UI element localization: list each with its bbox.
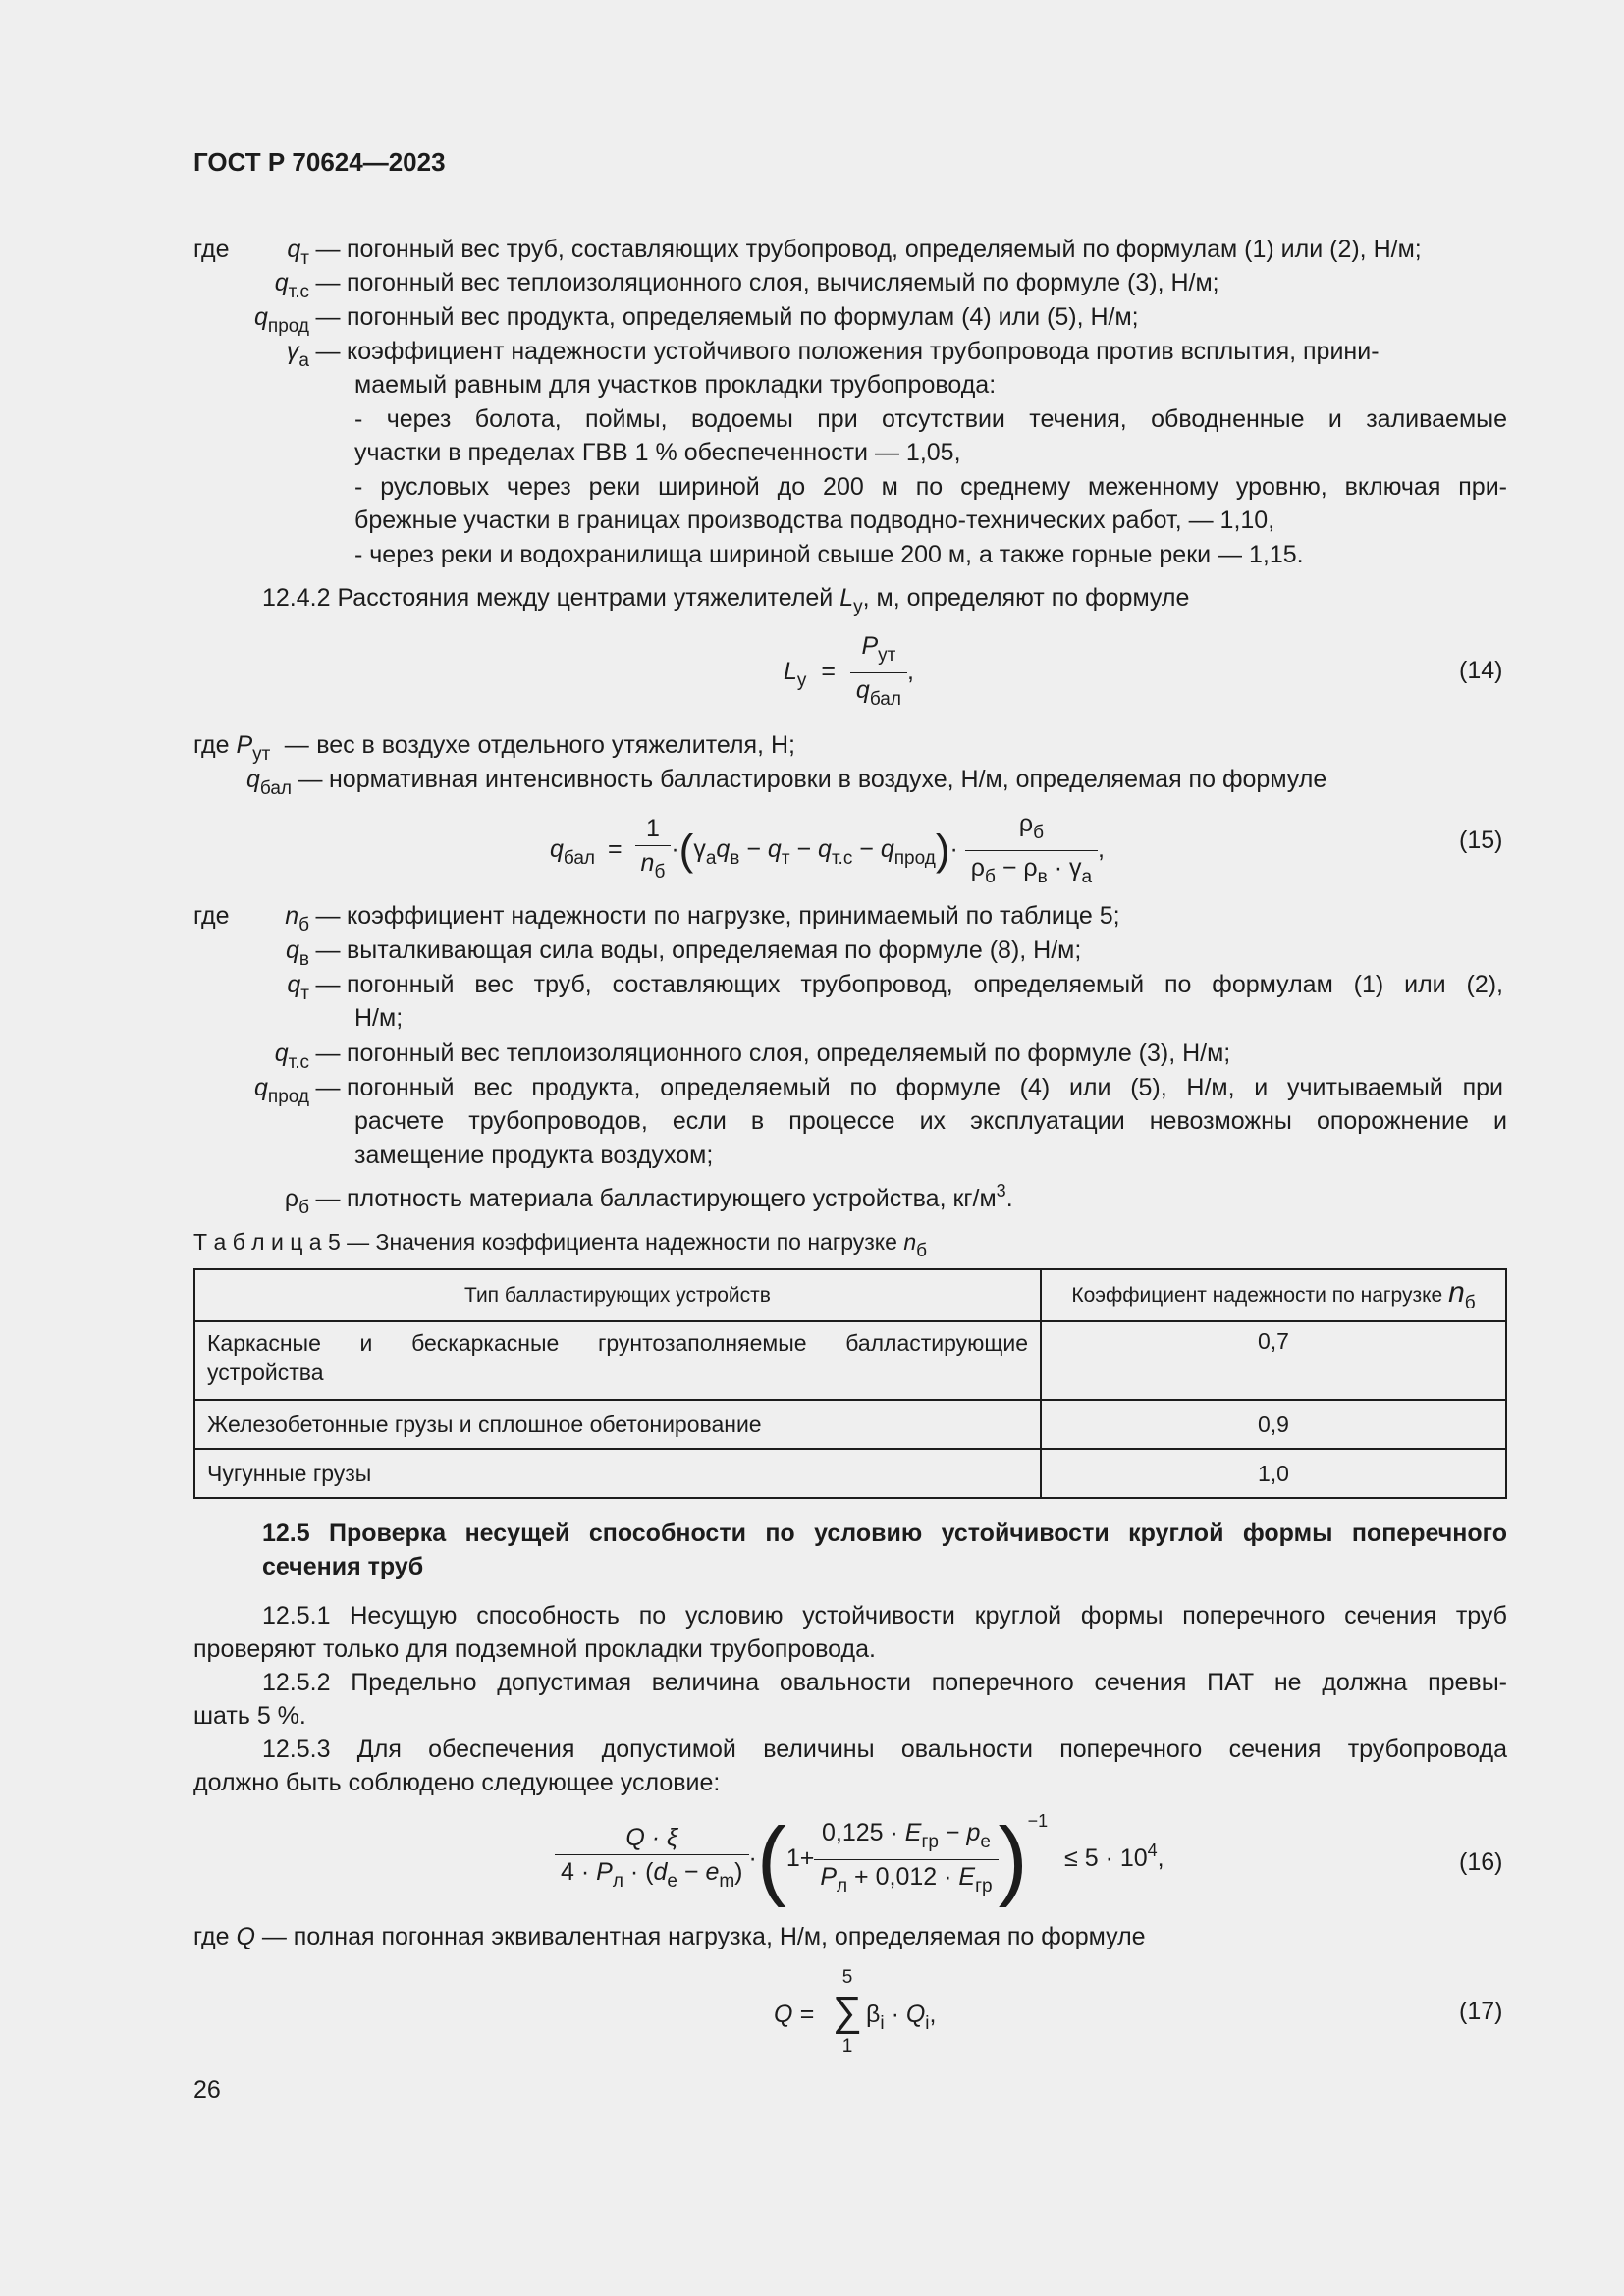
document-header: ГОСТ Р 70624—2023 (193, 147, 446, 177)
section-heading: 12.5 Проверка несущей способности по условию устойчивости круглой формы поперечного сечения труб (262, 1520, 1507, 1580)
definition-continuation: расчете трубопроводов, если в процессе их эксплуатации невозможны опорожнение и (354, 1107, 1507, 1135)
definition-row: $q_{бал}$ — нормативная интенсивность балластировки в воздухе, Н/м, определяемая по формуле (245, 766, 1327, 799)
table-5 (193, 1268, 1507, 1499)
table-cell: 1,0 (1041, 1449, 1506, 1498)
where-label: где (193, 236, 230, 263)
table-header-row (194, 1269, 1506, 1321)
definition-row: $q_{т.с}$ — погонный вес теплоизоляционного слоя, вычисляемый по формуле (3), Н/м; (274, 269, 1219, 302)
paragraph-line: должно быть соблюдено следующее условие: (193, 1769, 721, 1796)
equation-number-15: (15) (1459, 827, 1503, 854)
equation-15: $q_{бал}$ = $\frac{1}{n_б}$ $\cdot(\gamma_aq_в - q_т - q_{т.с} - q_{прод})\cdot$ $\frac{\rho_б}{\rho_б - \rho_в \cdot \gamma_a}$ , (550, 807, 1105, 894)
bullet-line: - через реки и водохранилища шириной свыше 200 м, а также горные реки — 1,15. (354, 541, 1304, 568)
bullet-line: участки в пределах ГВВ 1 % обеспеченности — 1,05, (354, 439, 961, 466)
definition-row: $q_в$ — выталкивающая сила воды, определяемая по формуле (8), Н/м; (286, 936, 1082, 970)
definition-continuation: маемый равным для участков прокладки трубопровода: (354, 371, 997, 399)
paragraph-line: 12.5.3 Для обеспечения допустимой величины овальности поперечного сечения трубопровода (262, 1735, 1507, 1763)
paragraph-line: 12.5.2 Предельно допустимая величина овальности поперечного сечения ПАТ не должна превы- (262, 1669, 1507, 1696)
where-label: где (193, 902, 230, 930)
definition-row: $q_т$ — погонный вес труб, составляющих трубопровод, определяемый по формулам (1) или (2), Н/м; (287, 236, 1422, 269)
table-row (194, 1321, 1506, 1400)
paragraph-line: проверяют только для подземной прокладки трубопровода. (193, 1635, 876, 1663)
definition-row: $q_{прод}$ — погонный вес продукта, определяемый по формулам (4) или (5), Н/м; (254, 303, 1139, 337)
definition-row: $n_б$ — коэффициент надежности по нагрузке, принимаемый по таблице 5; (285, 902, 1120, 935)
page-number: 26 (193, 2076, 221, 2104)
bullet-line: брежные участки в границах производства подводно-технических работ, — 1,10, (354, 507, 1275, 534)
definition-continuation: замещение продукта воздухом; (354, 1142, 714, 1169)
equation-number-17: (17) (1459, 1998, 1503, 2025)
table-row (194, 1449, 1506, 1498)
definition-continuation: Н/м; (354, 1004, 404, 1032)
definition-row: $q_т$ — погонный вес труб, составляющих трубопровод, определяемый по формулам (1) или (2), (287, 971, 1503, 1004)
equation-16: $\frac{Q \cdot \xi}{4 \cdot P_л \cdot (d_e - e_m)}$ ·(1+ $\frac{0,125 \cdot E_{гр} - p_e}{P_л + 0,012 \cdot E_{гр}}$ )$^{-1} \le 5 \cdot 10^4$, (555, 1811, 1164, 1903)
bullet-line: - через болота, поймы, водоемы при отсутствии течения, обводненные и заливаемые (354, 405, 1507, 433)
definition-row: где Q — полная погонная эквивалентная нагрузка, Н/м, определяемая по формуле (193, 1923, 1146, 1950)
column-header: Тип балластирующих устройств (194, 1269, 1041, 1321)
definition-row: $q_{прод}$ — погонный вес продукта, определяемый по формуле (4) или (5), Н/м, и учитываемый при (254, 1074, 1503, 1107)
column-header: Коэффициент надежности по нагрузке nб (1041, 1269, 1506, 1321)
table-cell: 0,9 (1041, 1400, 1506, 1449)
definition-row: где $P_{ут}$ — вес в воздухе отдельного утяжелителя, Н; (193, 731, 795, 765)
table-cell: Чугунные грузы (194, 1449, 1041, 1498)
table-caption: Т а б л и ц а 5 — Значения коэффициента надежности по нагрузке $n_б$ (193, 1229, 927, 1261)
equation-14: $L_y$ = $\frac{P_{ут}}{q_{бал}}$ , (784, 629, 914, 717)
definition-row: $\rho_б$ — плотность материала балластирующего устройства, $кг/м^3$. (284, 1181, 1013, 1218)
table-cell: 0,7 (1041, 1321, 1506, 1400)
document-page: ГОСТ Р 70624—2023 где $q_т$ — погонный вес труб, составляющих трубопровод, определяемый по формулам (1) или (2), Н/м; $q_{т.с}$ — погонный вес теплоизоляционного слоя, вычисляемый по формуле (3), Н/м; $q_{прод}$ — погонный вес продукта, определяемый по формулам (4) или (5), Н/м; $\gamma_a$ — коэффициент надежности устойчивого положения трубопровода против всплытия, прини- маемый равным для участков прокладки трубопровода: - через болота, поймы, водоемы при отсутствии течения, обводненные и заливаемые участки в пределах ГВВ 1 % обеспеченности — 1,05, - русловых через реки шириной до 200 м по среднему меженному уровню, включая при- брежные участки в границах производства подводно-технических работ, — 1,10, - через реки и водохранилища шириной свыше 200 м, а также горные реки — 1,15. 12.4.2 Расстояния между центрами утяжелителей $L_y$, м, определяют по формуле $L_y$ = $\frac{P_{ут}}{q_{бал}}$ , (14) где $P_{ут}$ — вес в воздухе отдельного утяжелителя, Н; $q_{бал}$ — нормативная интенсивность балластировки в воздухе, Н/м, определяемая по формуле $q_{бал}$ = $\frac{1}{n_б}$ $\cdot(\gamma_aq_в - q_т - q_{т.с} - q_{прод})\cdot$ $\frac{\rho_б}{\rho_б - \rho_в \cdot \gamma_a}$ , (15) где $n_б$ — коэффициент надежности по нагрузке, принимаемый по таблице 5; $q_в$ — выталкивающая сила воды, определяемая по формуле (8), Н/м; $q_т$ — погонный вес труб, составляющих трубопровод, определяемый по формулам (1) или (2), Н/м; $q_{т.с}$ — погонный вес теплоизоляционного слоя, определяемый по формуле (3), Н/м; $q_{прод}$ — погонный вес продукта, определяемый по формуле (4) или (5), Н/м, и учитываемый при расчете трубопроводов, если в процессе их эксплуатации невозможны опорожнение и замещение продукта воздухом; $\rho_б$ — плотность материала балластирующего устройства, $кг/м^3$. Т а б л и ц а 5 — Значения коэффициента надежности по нагрузке $n_б$ Тип балластирующих устройств Коэффициент надежности по нагрузке nб Каркасные и бескаркасные грунтозаполняемые балластирующие устройства 0,7 Железобетонные грузы и сплошное обетонирование 0,9 Чугунные грузы 1,0 12.5 Проверка несущей способности по условию устойчивости круглой формы поперечного сечения труб 12.5.1 Несущую способность по условию устойчивости круглой формы поперечного сечения труб проверяют только для подземной прокладки трубопровода. 12.5.2 Предельно допустимая величина овальности поперечного сечения ПАТ не должна превы- шать 5 %. 12.5.3 Для обеспечения допустимой величины овальности поперечного сечения трубопровода должно быть соблюдено следующее условие: $\frac{Q \cdot \xi}{4 \cdot P_л \cdot (d_e - e_m)}$ ·(1+ $\frac{0,125 \cdot E_{гр} - p_e}{P_л + 0,012 \cdot E_{гр}}$ )$^{-1} \le 5 \cdot 10^4$, (16) где Q — полная погонная эквивалентная нагрузка, Н/м, определяемая по формуле Q = 5 ∑ 1 $\beta_i \cdot Q_i$, (17) 26 (0, 0, 1624, 2296)
equation-number-14: (14) (1459, 657, 1503, 684)
paragraph-line: шать 5 %. (193, 1702, 306, 1730)
table-row (194, 1400, 1506, 1449)
paragraph-line: 12.5.1 Несущую способность по условию устойчивости круглой формы поперечного сечения труб (262, 1602, 1507, 1629)
definition-row: $\gamma_a$ — коэффициент надежности устойчивого положения трубопровода против всплытия, прини- (286, 338, 1380, 371)
table-cell: Железобетонные грузы и сплошное обетонирование (194, 1400, 1041, 1449)
equation-number-16: (16) (1459, 1848, 1503, 1876)
definition-row: $q_{т.с}$ — погонный вес теплоизоляционного слоя, определяемый по формуле (3), Н/м; (274, 1040, 1231, 1073)
table-cell: Каркасные и бескаркасные грунтозаполняемые балластирующие устройства (194, 1321, 1041, 1400)
bullet-line: - русловых через реки шириной до 200 м по среднему меженному уровню, включая при- (354, 473, 1507, 501)
paragraph-12-4-2: 12.4.2 Расстояния между центрами утяжелителей $L_y$, м, определяют по формуле (262, 584, 1190, 617)
